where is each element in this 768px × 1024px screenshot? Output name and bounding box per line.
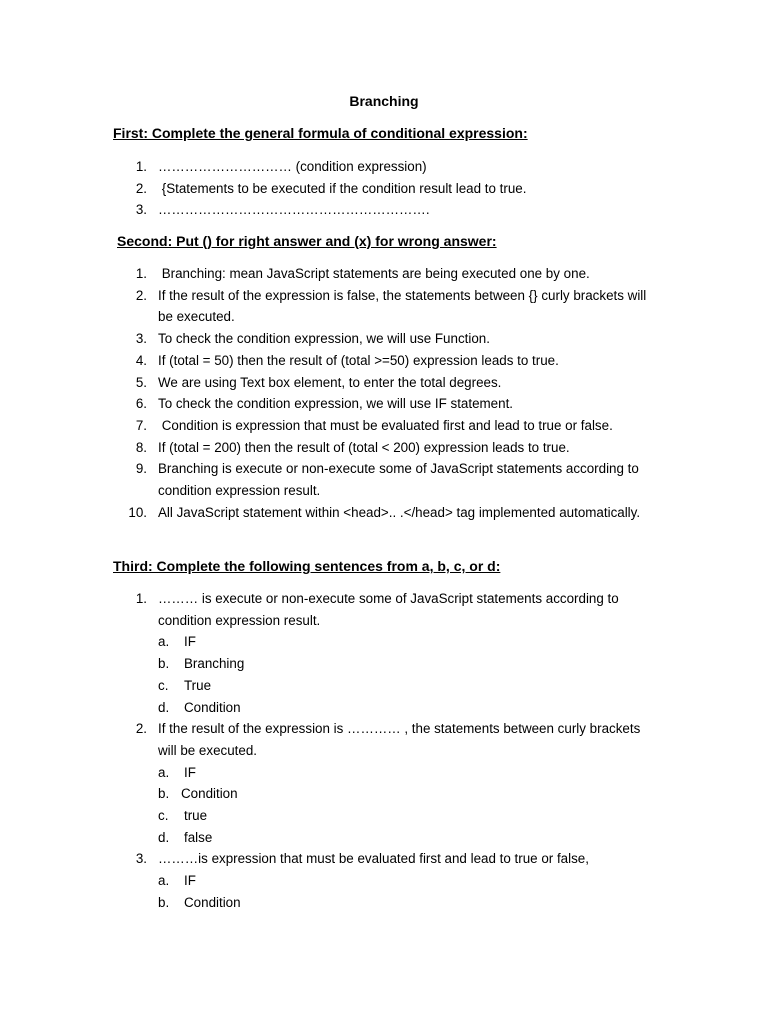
list-item [0,199,658,221]
item-number: 9. [135,461,147,477]
option-item [0,762,658,784]
option-letter: d. [158,829,170,845]
list-item [0,458,658,501]
list-item [0,437,658,459]
document-title: Branching [349,93,419,109]
option-text: Condition [184,894,241,910]
question-item [0,588,658,631]
item-number: 3. [135,331,147,347]
list-item [0,350,658,372]
section-third-list [0,588,658,914]
question-text: ………is expression that must be evaluated first and lead to true or false, [158,851,589,867]
option-text: True [184,677,212,693]
item-number: 4. [135,352,147,368]
item-text: If (total = 50) then the result of (total >=50) expression leads to true. [158,352,559,368]
list-item [0,156,658,178]
item-number: 2. [135,287,147,303]
option-item [0,783,658,805]
item-text: To check the condition expression, we will use IF statement. [158,396,514,412]
section-third-heading: Third: Complete the following sentences from a, b, c, or d: [113,558,501,574]
item-text: All JavaScript statement within <head>.. .</head> tag implemented automatically. [158,504,641,520]
item-number: 8. [135,439,147,455]
question-number: 1. [135,591,147,606]
item-text: If the result of the expression is false, the statements between {} curly brackets will be executed. [158,287,647,325]
question-text: If the result of the expression is ………… , the statements between curly brackets will be executed. [158,721,641,758]
item-number: 1. [135,159,147,174]
item-text: Branching is execute or non-execute some of JavaScript statements according to condition expression result. [158,461,639,499]
option-item [0,892,658,914]
item-number: 5. [135,374,147,390]
list-item [0,328,658,350]
item-number: 10. [128,504,147,520]
option-letter: c. [158,808,169,824]
section-second-list [0,263,658,523]
option-text: IF [184,634,196,650]
option-item [0,675,658,697]
option-text: true [184,808,208,824]
section-first-heading: First: Complete the general formula of conditional expression: [113,125,528,141]
question-item [0,718,658,761]
option-item [0,870,658,892]
option-letter: c. [158,677,169,693]
option-letter: a. [158,764,170,780]
item-number: 2. [135,180,147,196]
option-letter: a. [158,634,170,650]
item-number: 7. [135,417,147,433]
option-text: Condition [181,786,238,802]
option-text: IF [184,873,196,889]
option-letter: b. [158,786,170,802]
option-letter: b. [158,894,170,910]
option-item [0,827,658,849]
item-text: Condition is expression that must be evaluated first and lead to true or false. [158,417,613,433]
list-item [0,372,658,394]
item-text: {Statements to be executed if the condition result lead to true. [158,180,527,196]
question-number: 3. [135,851,147,867]
option-item [0,697,658,719]
section-second-heading: Second: Put () for right answer and (x) for wrong answer: [117,233,497,249]
question-item [0,848,658,870]
item-text: To check the condition expression, we will use Function. [158,331,490,347]
option-item [0,653,658,675]
list-item [0,502,658,524]
item-text: Branching: mean JavaScript statements are being executed one by one. [158,266,590,281]
item-text: If (total = 200) then the result of (total < 200) expression leads to true. [158,439,570,455]
question-text: ……… is execute or non-execute some of JavaScript statements according to condition expression result. [158,591,619,628]
item-number: 3. [135,202,147,218]
item-text: We are using Text box element, to enter the total degrees. [158,374,502,390]
list-item [0,285,658,328]
option-text: IF [184,764,196,780]
item-text: ……………………………………………………. [158,202,430,218]
item-number: 6. [135,396,147,412]
list-item [0,415,658,437]
option-item [0,631,658,653]
option-item [0,805,658,827]
option-text: false [184,829,213,845]
list-item [0,178,658,200]
item-text: ………………………… (condition expression) [158,159,427,174]
option-text: Condition [184,699,241,715]
item-number: 1. [135,266,147,281]
list-item [0,263,658,285]
list-item [0,393,658,415]
section-first-list [0,156,658,221]
option-letter: d. [158,699,170,715]
question-number: 2. [135,721,147,737]
option-text: Branching [184,656,245,672]
option-letter: a. [158,873,170,889]
option-letter: b. [158,656,170,672]
